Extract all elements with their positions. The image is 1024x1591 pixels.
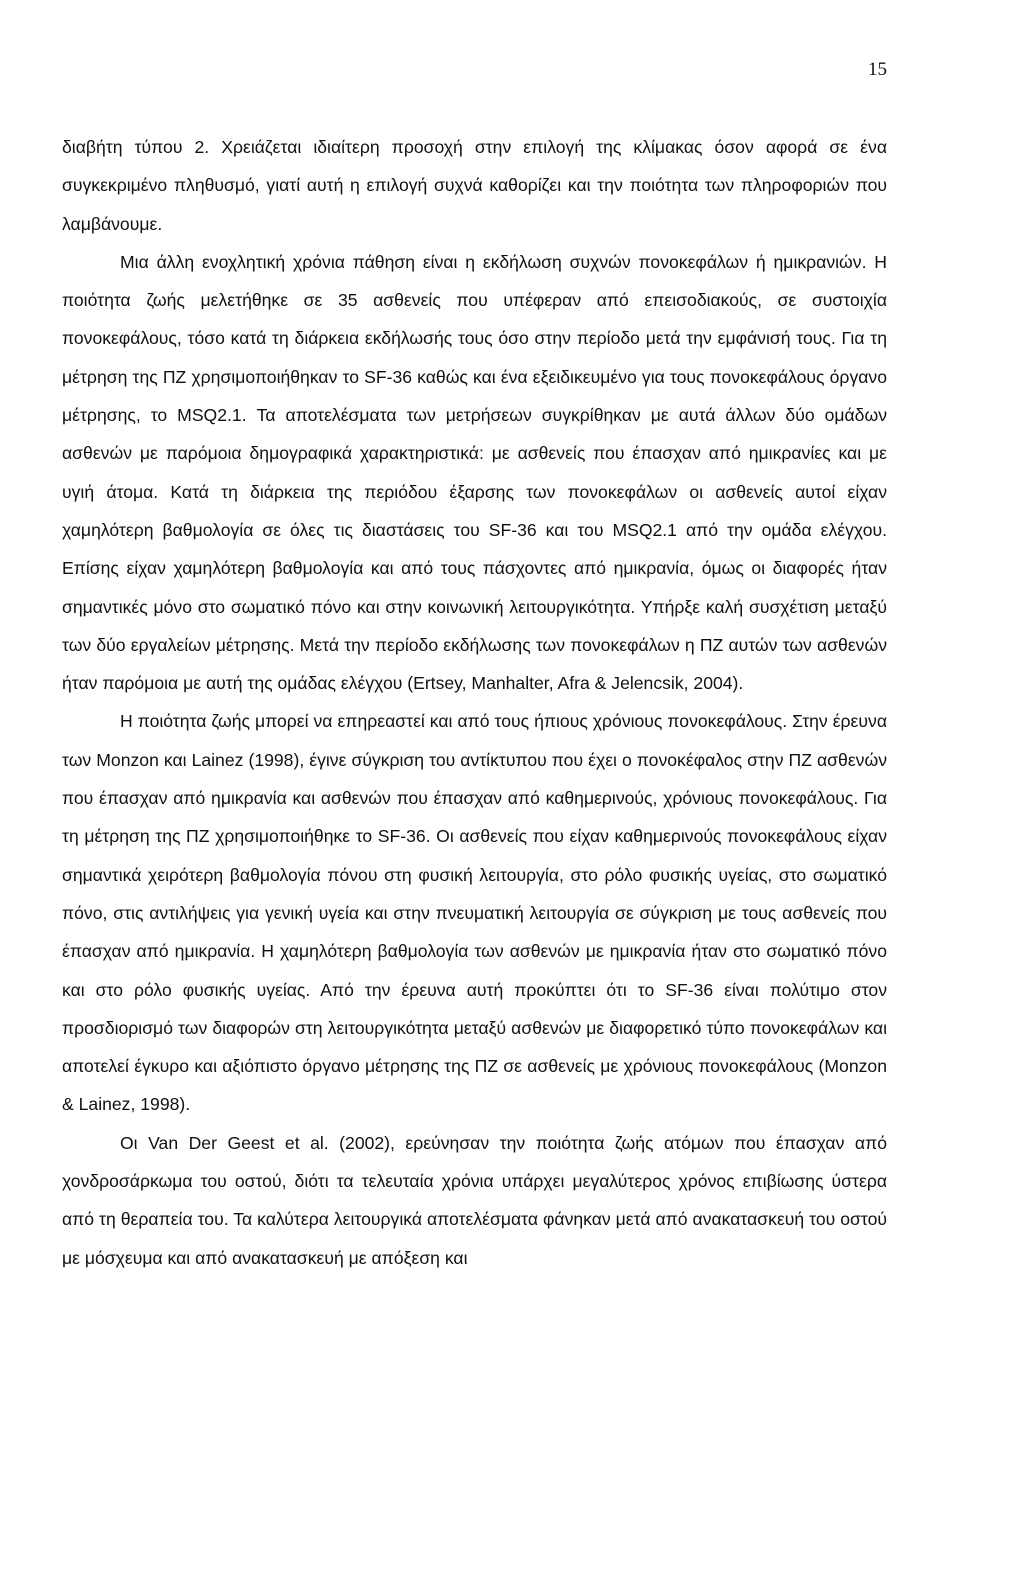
paragraph-4: Οι Van Der Geest et al. (2002), ερεύνησαν την ποιότητα ζωής ατόμων που έπασχαν από χονδροσάρκωμα του οστού, διότι τα τελευταία χρόνια υπάρχει μεγαλύτερος χρόνος επιβίωσης ύστερα από τη θεραπεία του. Τα καλύτερα λειτουργικά αποτελέσματα φάνηκαν μετά από ανακατασκευή του οστού με μόσχευμα και από ανακατασκευή με απόξεση και [62, 1132, 887, 1268]
body-text [62, 128, 887, 1277]
paragraph-2: Μια άλλη ενοχλητική χρόνια πάθηση είναι η εκδήλωση συχνών πονοκεφάλων ή ημικρανιών. Η ποιότητα ζωής μελετήθηκε σε 35 ασθενείς που υπέφεραν από επεισοδιακούς, σε συστοιχία πονοκεφάλους, τόσο κατά τη διάρκεια εκδήλωσής τους όσο στην περίοδο μετά την εμφάνισή τους. Για τη μέτρηση της ΠΖ χρησιμοποιήθηκαν το SF-36 καθώς και ένα εξειδικευμένο για τους πονοκεφάλους όργανο μέτρησης, το MSQ2.1. Τα αποτελέσματα των μετρήσεων συγκρίθηκαν με αυτά άλλων δύο ομάδων ασθενών με παρόμοια δημογραφικά χαρακτηριστικά: με ασθενείς που έπασχαν από ημικρανίες και με υγιή άτομα. Κατά τη διάρκεια της περιόδου έξαρσης των πονοκεφάλων οι ασθενείς αυτοί είχαν χαμηλότερη βαθμολογία σε όλες τις διαστάσεις του SF-36 και του MSQ2.1 από την ομάδα ελέγχου. Επίσης είχαν χαμηλότερη βαθμολογία και από τους πάσχοντες από ημικρανία, όμως οι διαφορές ήταν σημαντικές μόνο στο σωματικό πόνο και στην κοινωνική λειτουργικότητα. Υπήρξε καλή συσχέτιση μεταξύ των δύο εργαλείων μέτρησης. Μετά την περίοδο εκδήλωσης των πονοκεφάλων η ΠΖ αυτών των ασθενών ήταν παρόμοια με αυτή της ομάδας ελέγχου (Ertsey, Manhalter, Afra & Jelencsik, 2004). [62, 251, 887, 694]
paragraph-3: Η ποιότητα ζωής μπορεί να επηρεαστεί και από τους ήπιους χρόνιους πονοκεφάλους. Στην έρευνα των Monzon και Lainez (1998), έγινε σύγκριση του αντίκτυπου που έχει ο πονοκέφαλος στην ΠΖ ασθενών που έπασχαν από ημικρανία και ασθενών που έπασχαν από καθημερινούς, χρόνιους πονοκεφάλους. Για τη μέτρηση της ΠΖ χρησιμοποιήθηκε το SF-36. Οι ασθενείς που είχαν καθημερινούς πονοκεφάλους είχαν σημαντικά χειρότερη βαθμολογία πόνου στη φυσική λειτουργία, στο ρόλο φυσικής υγείας, στο σωματικό πόνο, στις αντιλήψεις για γενική υγεία και στην πνευματική λειτουργία σε σύγκριση με τους ασθενείς που έπασχαν από ημικρανία. Η χαμηλότερη βαθμολογία των ασθενών με ημικρανία ήταν στο σωματικό πόνο και στο ρόλο φυσικής υγείας. Από την έρευνα αυτή προκύπτει ότι το SF-36 είναι πολύτιμο στον προσδιορισμό των διαφορών στη λειτουργικότητα μεταξύ ασθενών με διαφορετικό τύπο πονοκεφάλων και αποτελεί έγκυρο και αξιόπιστο όργανο μέτρησης της ΠΖ σε ασθενείς με χρόνιους πονοκεφάλους (Monzon & Lainez, 1998). [62, 711, 887, 1115]
page-number: 15 [868, 59, 887, 80]
paragraph-1: διαβήτη τύπου 2. Χρειάζεται ιδιαίτερη προσοχή στην επιλογή της κλίμακας όσον αφορά σε ένα συγκεκριμένο πληθυσμό, γιατί αυτή η επιλογή συχνά καθορίζει και την ποιότητα των πληροφοριών που λαμβάνουμε. [62, 137, 887, 234]
